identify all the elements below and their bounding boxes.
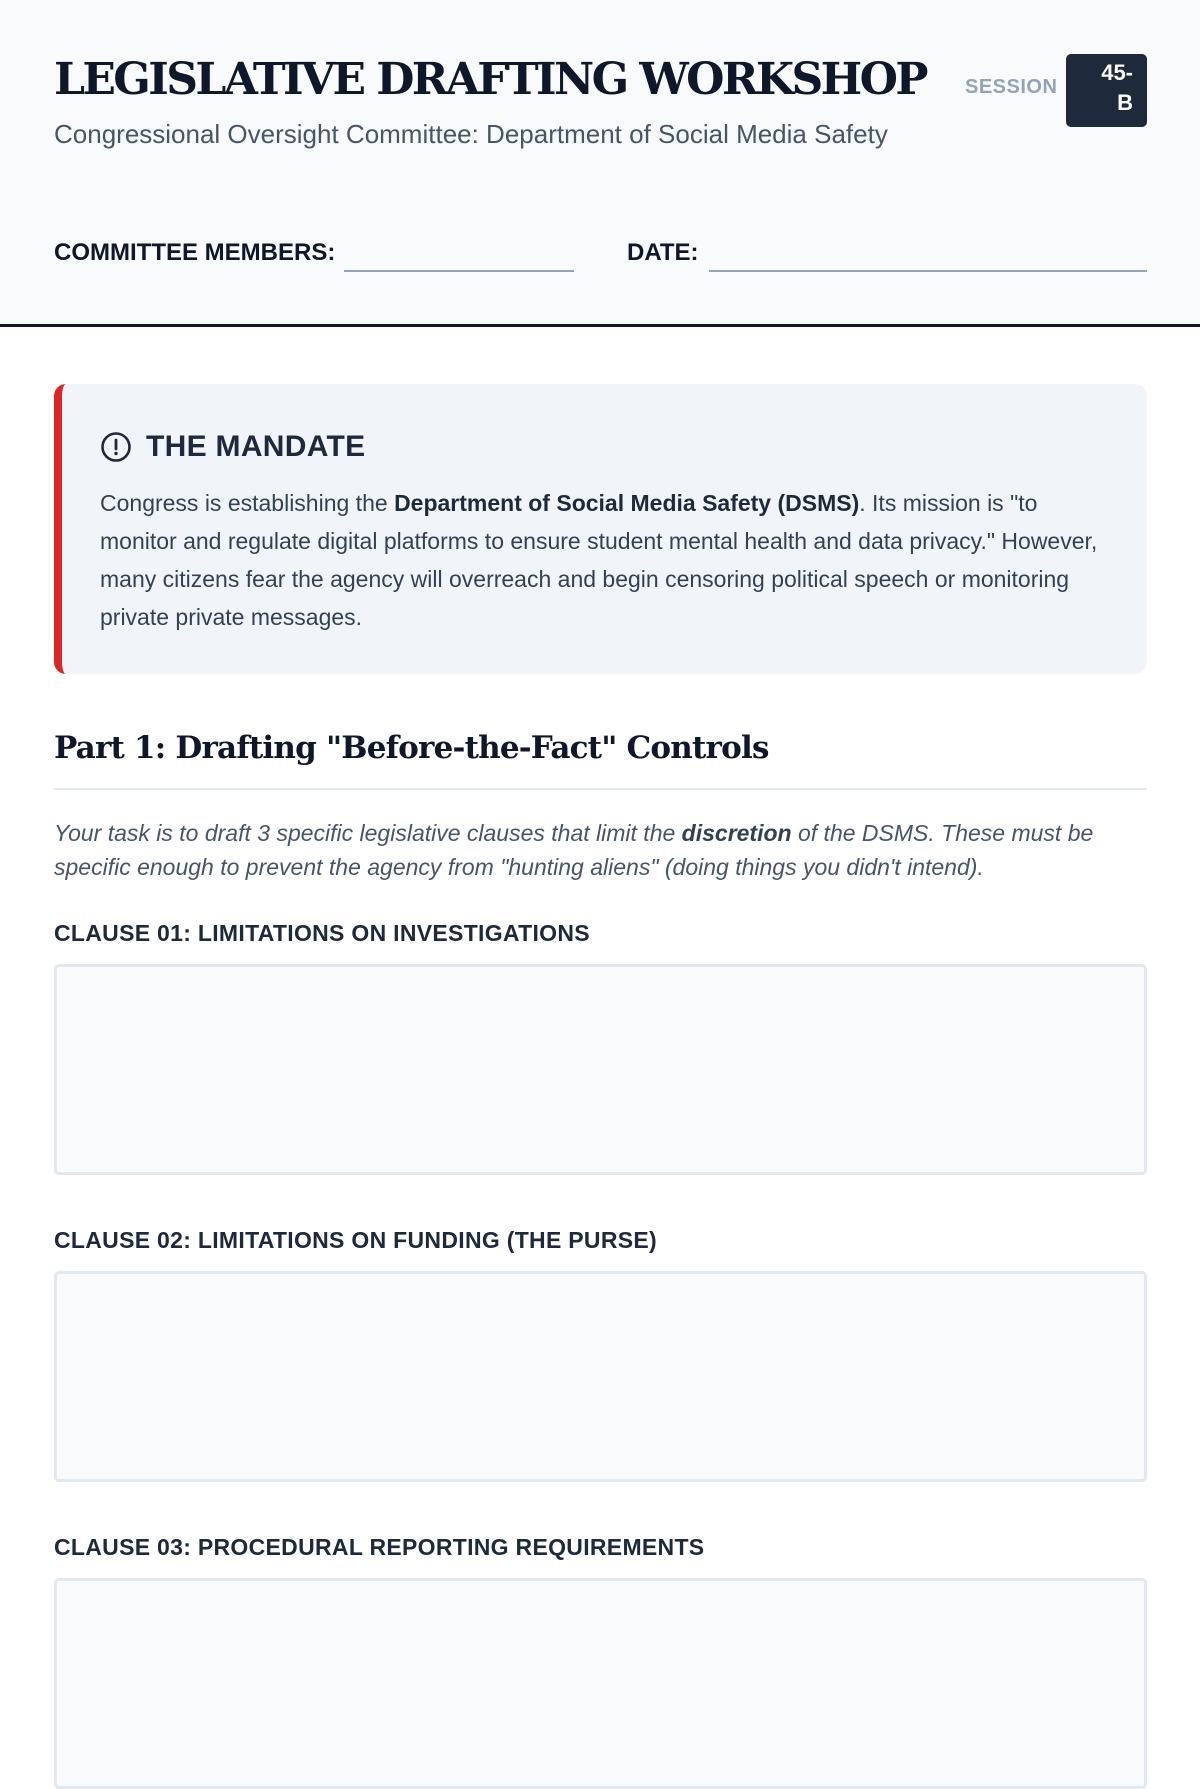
committee-members-label: COMMITTEE MEMBERS: xyxy=(54,239,336,266)
committee-members-field[interactable] xyxy=(344,270,574,272)
session-label: SESSION xyxy=(965,76,1058,98)
clause-01-label: CLAUSE 01: LIMITATIONS ON INVESTIGATIONS xyxy=(54,920,590,946)
clause-01-answer-box[interactable] xyxy=(54,964,1147,1175)
worksheet-header xyxy=(0,0,1200,327)
agency-name: Department of Social Media Safety (DSMS) xyxy=(394,490,860,516)
date-label: DATE: xyxy=(627,239,699,266)
mandate-text: Congress is establishing the Department of Social Media Safety (DSMS). Its mission is "to monitor and regulate digital platforms to ensure student mental health and data privacy." However, many citizens fear the agency will overreach and begin censoring political speech or monitoring private private messages. xyxy=(100,490,1098,630)
mandate-title: THE MANDATE xyxy=(146,430,366,463)
mandate-heading xyxy=(100,430,365,464)
session-badge: 45-B xyxy=(1066,54,1147,127)
part-1-instructions: Your task is to draft 3 specific legislative clauses that limit the discretion of the DSMS. These must be specific enough to prevent the agency from "hunting aliens" (doing things you didn't intend). xyxy=(54,820,1094,880)
page-title: LEGISLATIVE DRAFTING WORKSHOP xyxy=(54,54,926,105)
clause-03-label: CLAUSE 03: PROCEDURAL REPORTING REQUIREMENTS xyxy=(54,1534,705,1560)
section-divider xyxy=(54,788,1147,790)
clause-03-answer-box[interactable] xyxy=(54,1578,1147,1789)
part-1-title: Part 1: Drafting "Before-the-Fact" Controls xyxy=(54,730,769,766)
clause-02-label: CLAUSE 02: LIMITATIONS ON FUNDING (THE PURSE) xyxy=(54,1227,657,1253)
mandate-callout xyxy=(54,384,1147,674)
alert-circle-icon xyxy=(100,431,132,463)
clause-02-answer-box[interactable] xyxy=(54,1271,1147,1482)
page-subtitle: Congressional Oversight Committee: Department of Social Media Safety xyxy=(54,119,888,149)
date-field[interactable] xyxy=(709,270,1147,272)
